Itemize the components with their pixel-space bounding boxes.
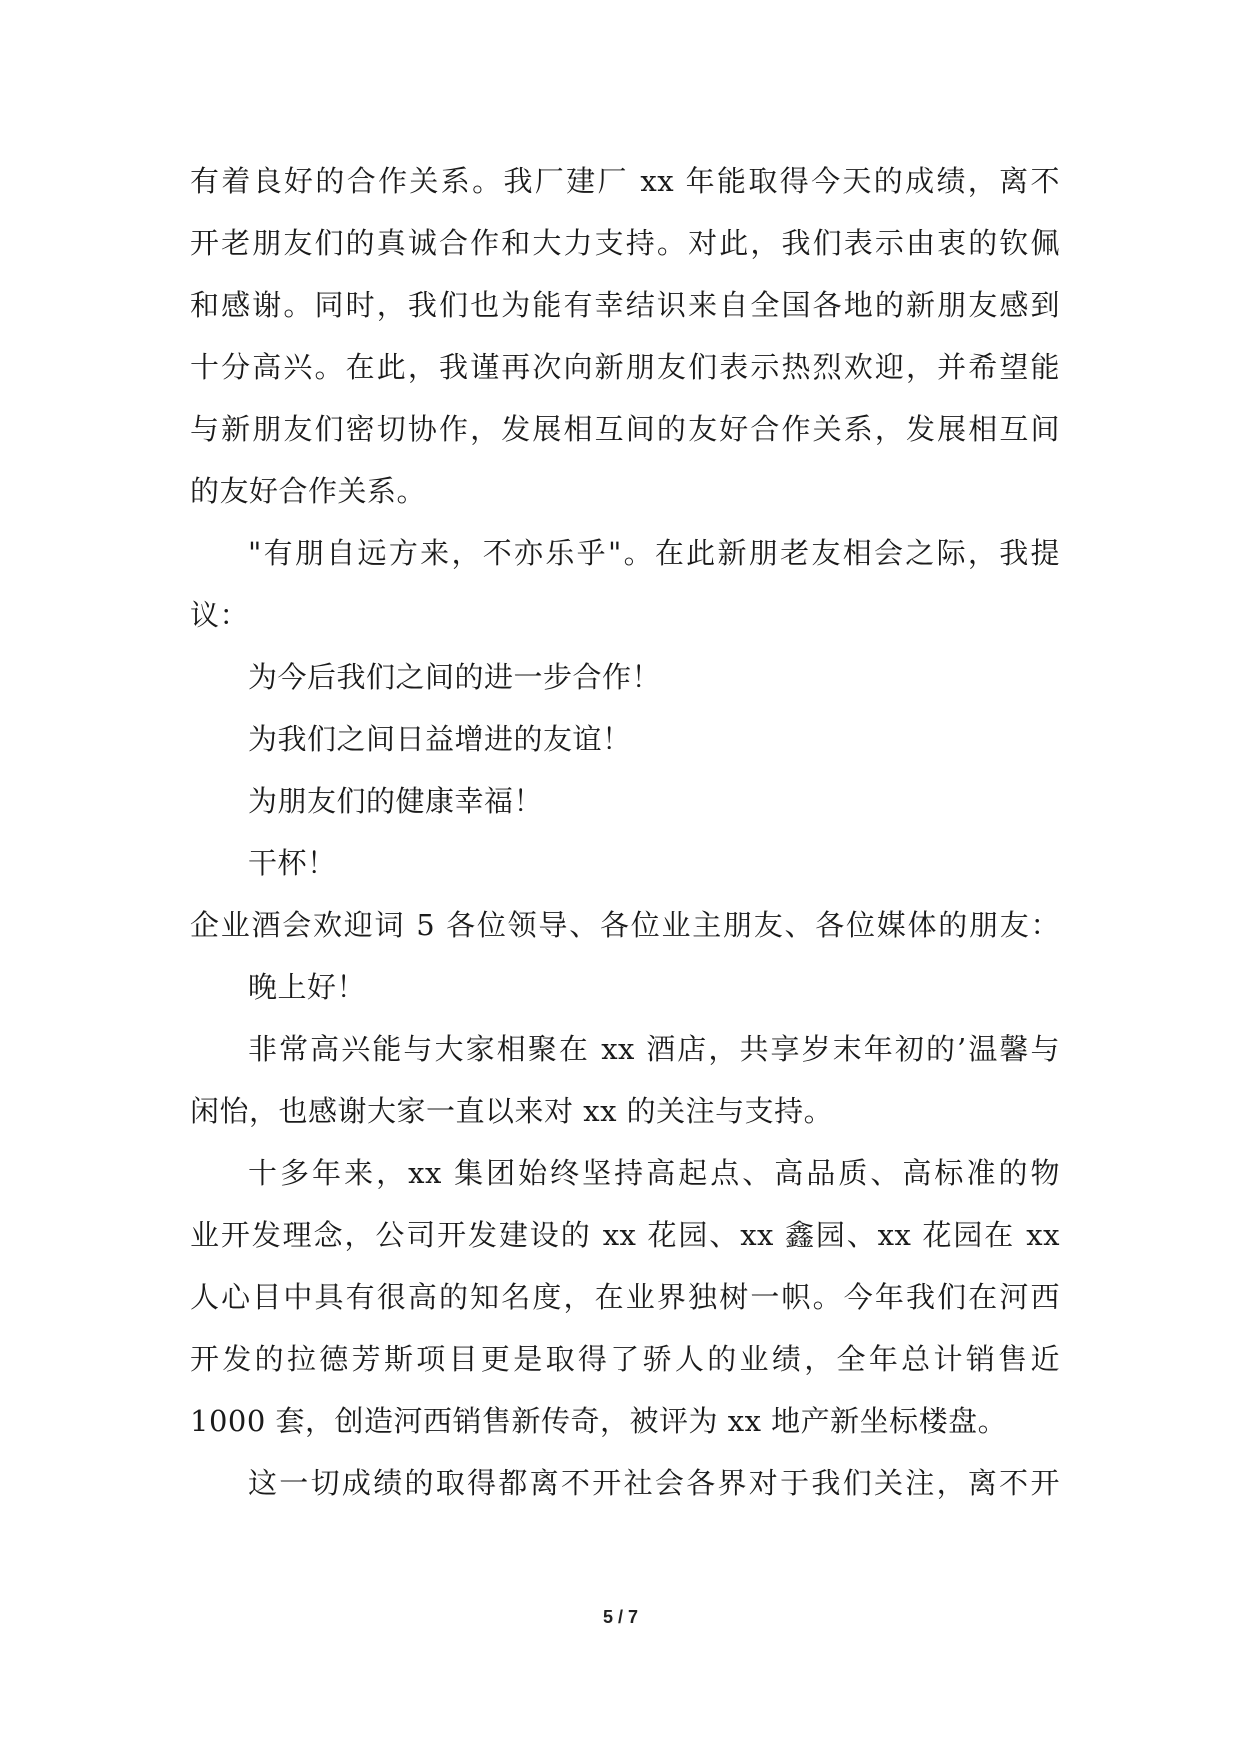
text-line: 企业酒会欢迎词 5 各位领导、各位业主朋友、各位媒体的朋友： (190, 908, 1060, 942)
text-line: 十分高兴。在此，我谨再次向新朋友们表示热烈欢迎，并希望能 (190, 350, 1060, 384)
text-line: 开老朋友们的真诚合作和大力支持。对此，我们表示由衷的钦佩 (190, 226, 1060, 260)
text-line: 议： (190, 598, 250, 632)
text-line: 和感谢。同时，我们也为能有幸结识来自全国各地的新朋友感到 (190, 288, 1060, 322)
text-line: 十多年来，xx 集团始终坚持高起点、高品质、高标准的物 (248, 1156, 1060, 1190)
text-line: 有着良好的合作关系。我厂建厂 xx 年能取得今天的成绩，离不 (190, 164, 1060, 198)
document-body (190, 150, 1060, 1514)
text-line: 与新朋友们密切协作，发展相互间的友好合作关系，发展相互间 (190, 412, 1060, 446)
text-line: 为我们之间日益增进的友谊！ (248, 722, 632, 756)
text-line: 晚上好！ (248, 970, 367, 1004)
text-line: 开发的拉德芳斯项目更是取得了骄人的业绩，全年总计销售近 (190, 1342, 1060, 1376)
text-line: 干杯！ (248, 846, 337, 880)
text-line: 闲怡，也感谢大家一直以来对 xx 的关注与支持。 (190, 1094, 834, 1128)
text-line: 的友好合作关系。 (190, 474, 427, 508)
text-line: 非常高兴能与大家相聚在 xx 酒店，共享岁末年初的’温馨与 (248, 1032, 1060, 1066)
text-line: 人心目中具有很高的知名度，在业界独树一帜。今年我们在河西 (190, 1280, 1060, 1314)
text-line: 业开发理念，公司开发建设的 xx 花园、xx 鑫园、xx 花园在 xx (190, 1218, 1060, 1252)
text-line: "有朋自远方来，不亦乐乎"。在此新朋老友相会之际，我提 (248, 536, 1060, 570)
text-line: 为今后我们之间的进一步合作！ (248, 660, 662, 694)
page-number: 5 / 7 (602, 1607, 639, 1627)
text-line: 为朋友们的健康幸福！ (248, 784, 544, 818)
text-line: 1000 套，创造河西销售新传奇，被评为 xx 地产新坐标楼盘。 (190, 1404, 1008, 1438)
text-line: 这一切成绩的取得都离不开社会各界对于我们关注，离不开 (248, 1466, 1060, 1500)
